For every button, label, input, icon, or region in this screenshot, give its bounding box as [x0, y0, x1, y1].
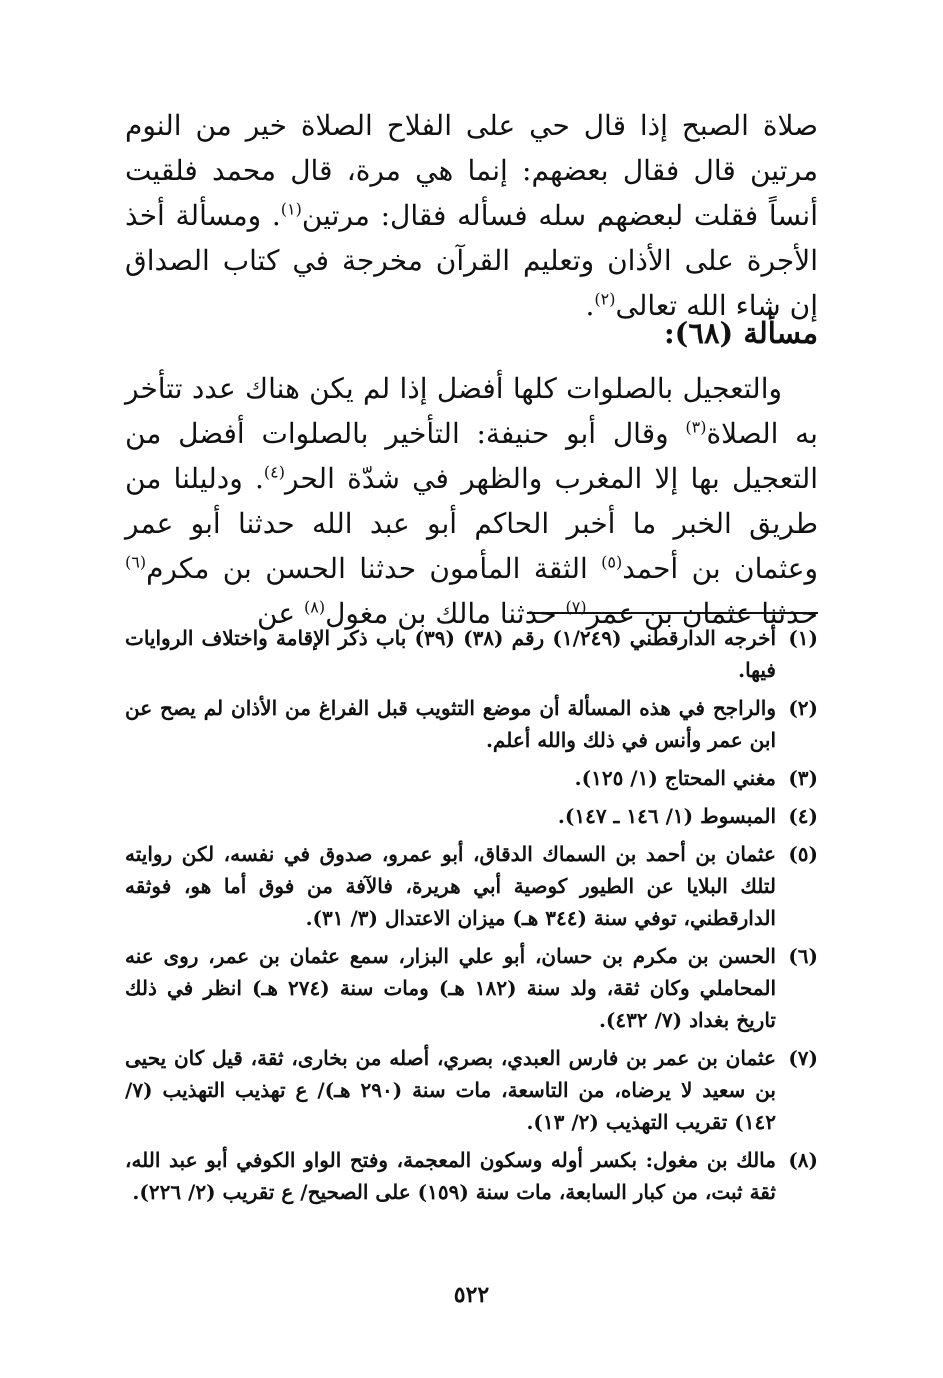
footnote-ref-3[interactable]: (٣) — [685, 417, 707, 437]
footnote-item — [125, 838, 818, 934]
footnote-ref-5[interactable]: (٥) — [601, 552, 623, 572]
para2-text-6: حدثنا مالك بن مغول — [325, 597, 566, 630]
footnote-text: عثمان بن عمر بن فارس العبدي، بصري، أصله من بخارى، ثقة، قيل كان يحيى بن سعيد لا يرضاه، من التاسعة، مات سنة (٢٩٠ هـ)/ ع تهذيب التهذيب (٧/ ١٤٢) تقريب التهذيب (٢/ ١٣). — [125, 1046, 776, 1134]
footnote-text: والراجح في هذه المسألة أن موضع التثويب قبل الفراغ من الأذان لم يصح عن ابن عمر وأنس في ذلك والله أعلم. — [125, 696, 776, 752]
footnote-item — [125, 622, 818, 686]
footnote-number: (٦) — [788, 944, 818, 968]
footnote-number: (٤) — [788, 804, 818, 828]
footnote-item — [125, 800, 818, 832]
footnote-number: (٢) — [788, 696, 818, 720]
para2-text-2: وقال أبو حنيفة: التأخير بالصلوات أفضل من التعجيل بها إلا المغرب والظهر في شدّة الحر — [125, 417, 819, 495]
section-heading: مسألة (٦٨): — [663, 316, 818, 350]
para2-text-7: عن — [257, 597, 304, 630]
footnote-text: عثمان بن أحمد بن السماك الدقاق، أبو عمرو، صدوق في نفسه، لكن روايته لتلك البلايا عن الطيور كوصية أبي هريرة، فالآفة من فوق أما هو، فوثقه الدارقطني، توفي سنة (٣٤٤ هـ) ميزان الاعتدال (٣/ ٣١). — [125, 842, 776, 930]
footnote-ref-1[interactable]: (١) — [280, 199, 302, 219]
footnote-ref-4[interactable]: (٤) — [263, 462, 286, 482]
footnote-text: مالك بن مغول: بكسر أوله وسكون المعجمة، وفتح الواو الكوفي أبو عبد الله، ثقة ثبت، من كبار السابعة، مات سنة (١٥٩) على الصحيح/ ع تقريب (٢/ ٢٢٦). — [125, 1148, 776, 1204]
paragraph-main — [125, 366, 818, 636]
para1-text-2: . ومسألة أخذ الأجرة على الأذان وتعليم القرآن مخرجة في كتاب الصداق إن شاء الله تعالى — [125, 199, 818, 322]
footnote-item — [125, 1144, 818, 1208]
footnote-text: الحسن بن مكرم بن حسان، أبو علي البزار، سمع عثمان بن عمر، روى عنه المحاملي وكان ثقة، ولد سنة (١٨٢ هـ) ومات سنة (٢٧٤ هـ) انظر في ذلك تاريخ بغداد (٧/ ٤٣٢). — [125, 944, 777, 1032]
footnote-ref-6[interactable]: (٦) — [125, 552, 147, 572]
para2-text-5: حدثنا عثمان بن عمر — [586, 597, 818, 630]
para1-text-3: . — [585, 289, 595, 322]
footnote-text: مغني المحتاج (١/ ١٢٥). — [574, 766, 776, 790]
footnote-separator — [527, 612, 818, 614]
para2-text-1: والتعجيل بالصلوات كلها أفضل إذا لم يكن هناك عدد تتأخر به الصلاة — [125, 372, 818, 450]
footnote-item — [125, 940, 818, 1036]
footnote-ref-8[interactable]: (٨) — [303, 597, 326, 617]
footnote-item — [125, 762, 818, 794]
footnotes-list — [125, 622, 818, 1214]
footnote-item — [125, 1042, 818, 1138]
footnote-number: (٨) — [788, 1148, 818, 1172]
footnote-text: المبسوط (١/ ١٤٦ ـ ١٤٧). — [557, 804, 776, 828]
para2-text-3: . ودليلنا من طريق الخبر ما أخبر الحاكم أبو عبد الله حدثنا أبو عمر وعثمان بن أحمد — [125, 462, 818, 585]
footnote-number: (٥) — [788, 842, 818, 866]
paragraph-continuation — [125, 103, 818, 328]
para1-text-1: صلاة الصبح إذا قال حي على الفلاح الصلاة خير من النوم مرتين قال فقال بعضهم: إنما هي مرة، قال محمد فلقيت أنساً فقلت لبعضهم سله فسأله فقال: مرتين — [125, 109, 819, 232]
footnote-item — [125, 692, 818, 756]
footnote-ref-2[interactable]: (٢) — [594, 289, 616, 309]
footnote-number: (١) — [788, 626, 818, 650]
footnote-ref-7[interactable]: (٧) — [565, 597, 587, 617]
footnote-number: (٣) — [788, 766, 818, 790]
footnote-text: أخرجه الدارقطني (١/٢٤٩) رقم (٣٨) (٣٩) باب ذكر الإقامة واختلاف الروايات فيها. — [125, 626, 776, 682]
page-number: ٥٢٢ — [453, 1282, 490, 1308]
footnote-number: (٧) — [788, 1046, 818, 1070]
para2-text-4: الثقة المأمون حدثنا الحسن بن مكرم — [146, 552, 602, 585]
